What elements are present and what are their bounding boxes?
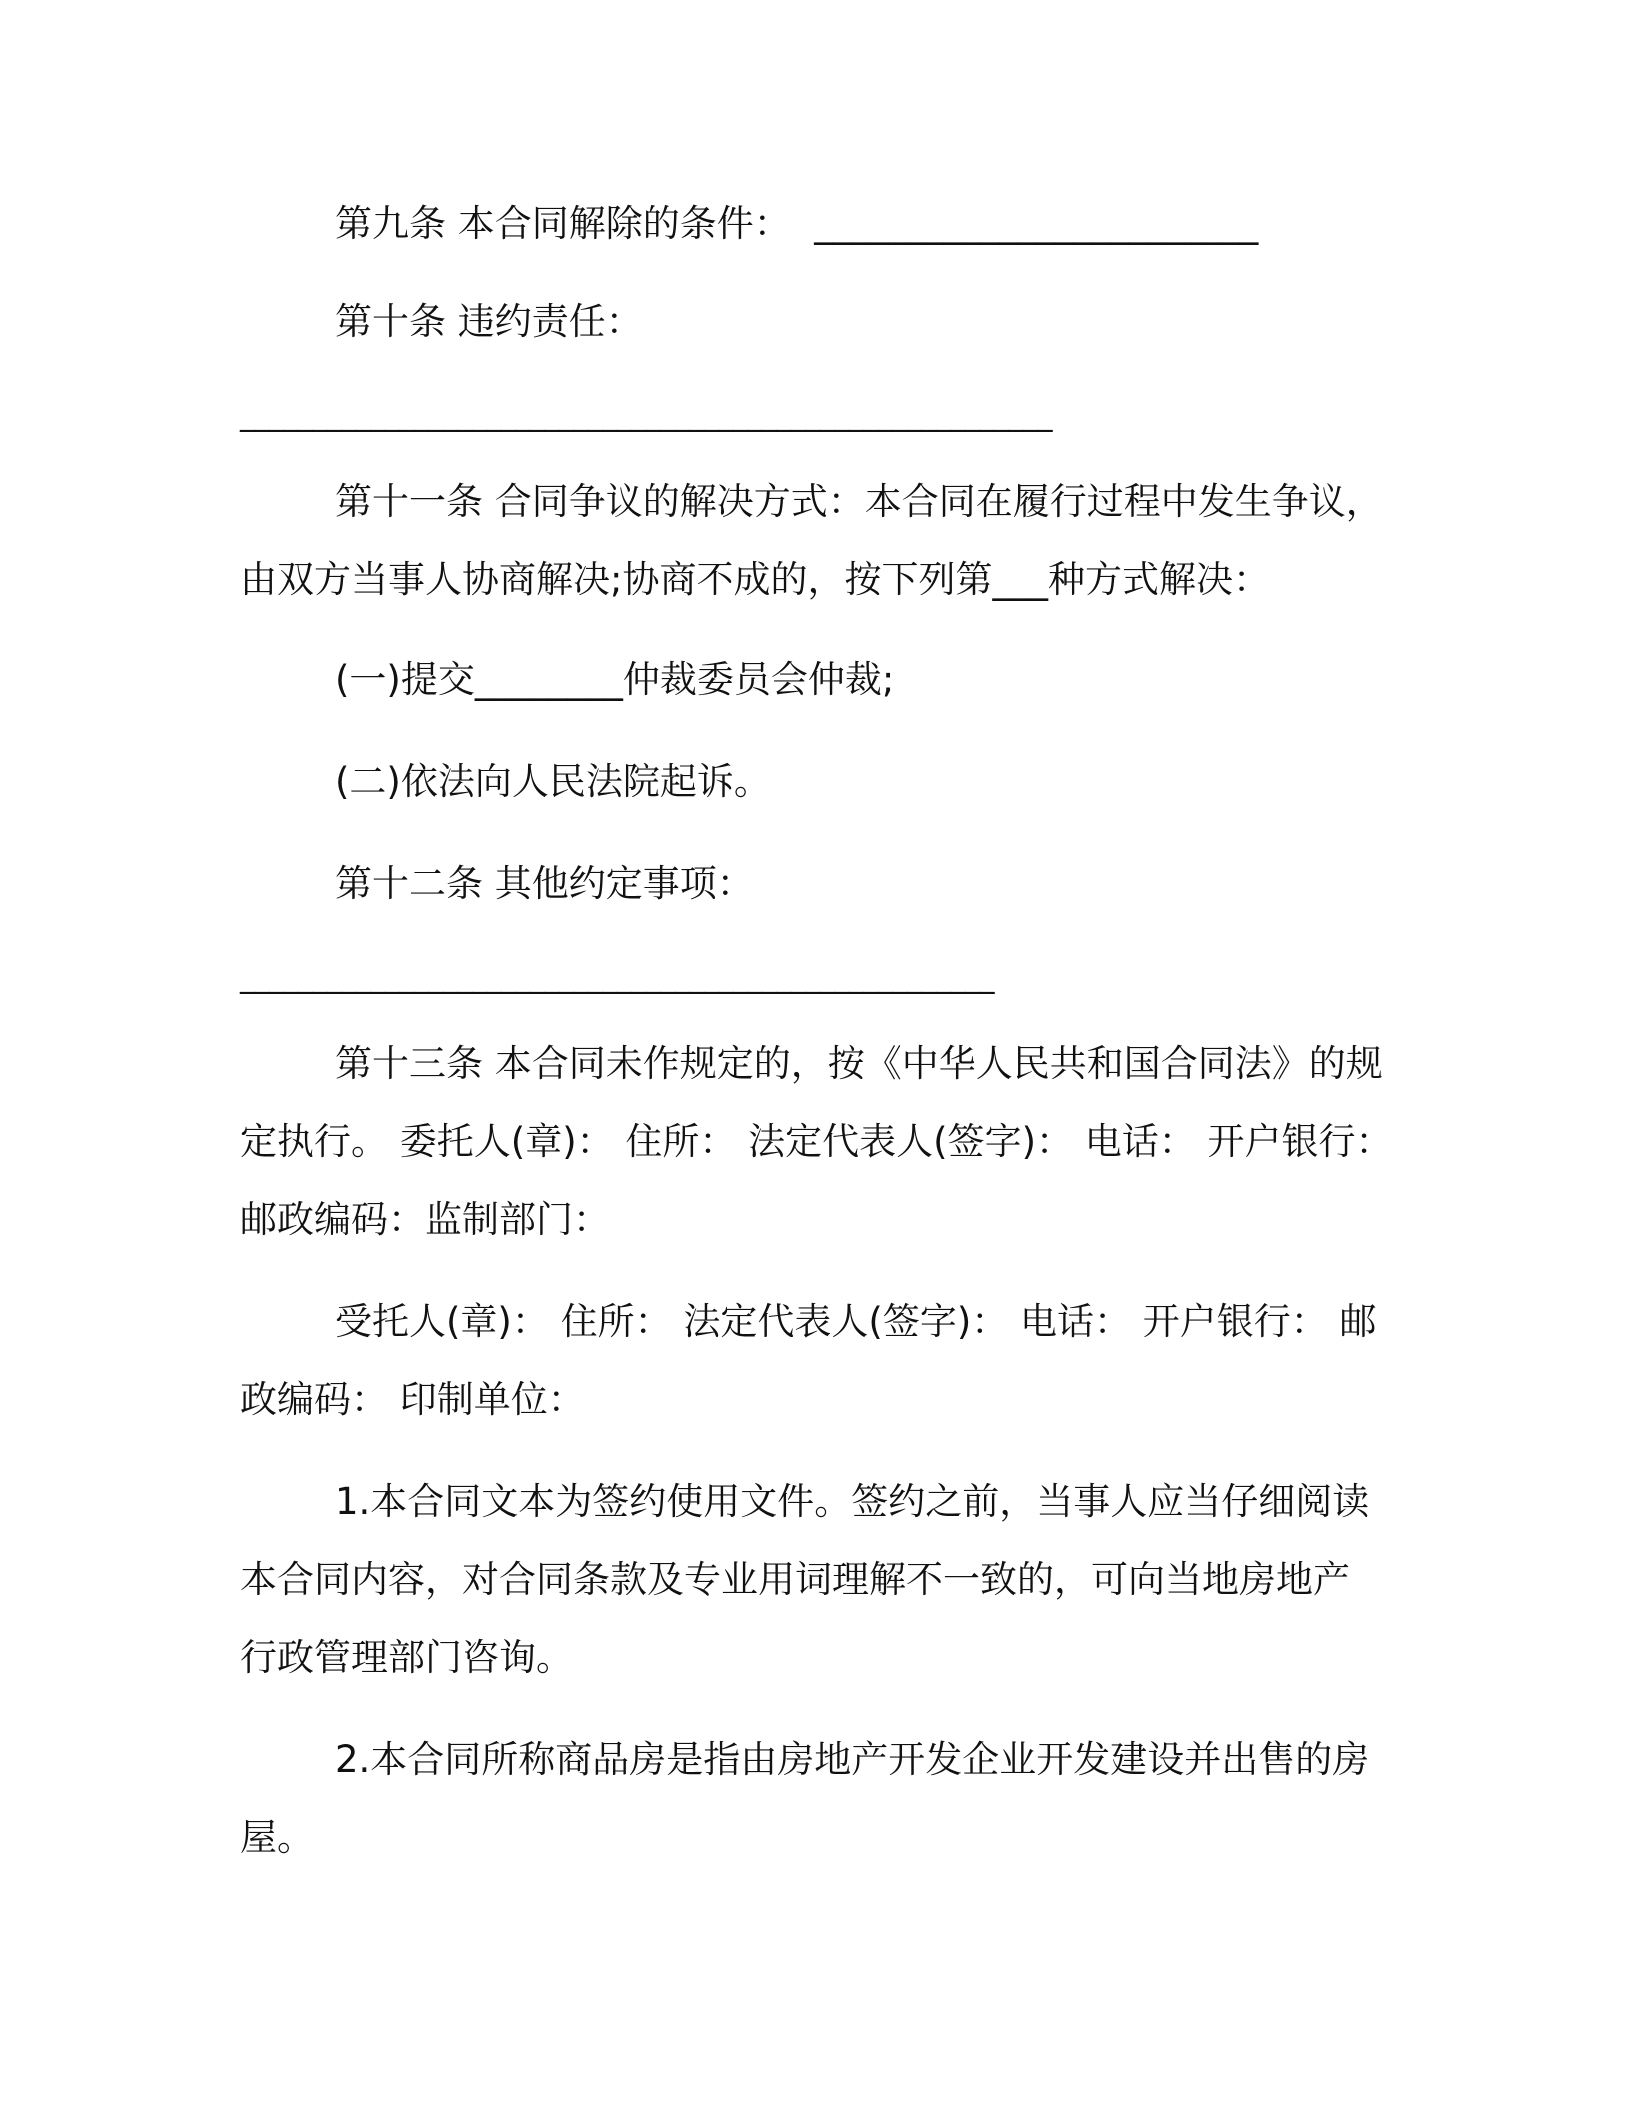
article-11-line-1: 第十一条 合同争议的解决方式：本合同在履行过程中发生争议， (335, 480, 1383, 523)
note-2-line-2: 屋。 (240, 1816, 314, 1859)
option-1-line: (一)提交________仲裁委员会仲裁; (335, 658, 895, 701)
article-13-line-2: 定执行。 委托人(章)： 住所： 法定代表人(签字)： 电话： 开户银行： (240, 1120, 1393, 1163)
note-1-line-1: 1.本合同文本为签约使用文件。签约之前，当事人应当仔细阅读 (335, 1480, 1370, 1523)
note-2-line-1: 2.本合同所称商品房是指由房地产开发企业开发建设并出售的房 (335, 1738, 1370, 1781)
trustee-line-2: 政编码： 印制单位： (240, 1378, 585, 1421)
article-12-heading: 第十二条 其他约定事项： (335, 862, 754, 905)
article-13-line-3: 邮政编码：监制部门： (240, 1198, 610, 1241)
article-11-line-2: 由双方当事人协商解决;协商不成的，按下列第___种方式解决： (240, 558, 1270, 601)
article-13-line-1: 第十三条 本合同未作规定的，按《中华人民共和国合同法》的规 (335, 1042, 1383, 1085)
note-1-line-3: 行政管理部门咨询。 (240, 1636, 573, 1679)
article-10-blank-line: ________________________________________________________ (240, 398, 1052, 433)
article-9-line: 第九条 本合同解除的条件： ________________________ (335, 202, 1259, 245)
article-12-blank-line: ____________________________________________________ (240, 960, 994, 995)
trustee-line-1: 受托人(章)： 住所： 法定代表人(签字)： 电话： 开户银行： 邮 (335, 1300, 1377, 1343)
option-2-line: (二)依法向人民法院起诉。 (335, 760, 771, 803)
article-10-heading: 第十条 违约责任： (335, 300, 643, 343)
note-1-line-2: 本合同内容，对合同条款及专业用词理解不一致的，可向当地房地产 (240, 1558, 1350, 1601)
